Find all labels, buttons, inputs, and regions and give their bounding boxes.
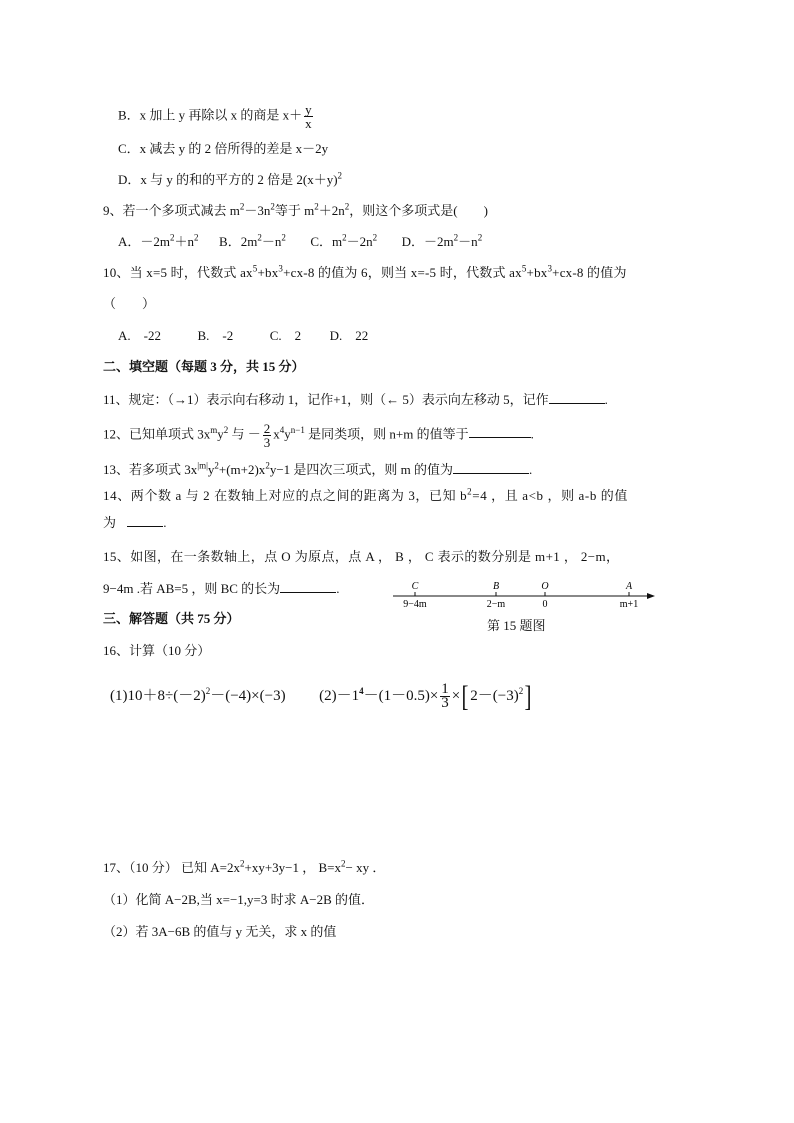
superscript: 2: [239, 201, 245, 212]
q10-stem-part: +bx: [257, 265, 279, 280]
superscript: 2: [223, 425, 229, 436]
number-line-point-value-a: m+1: [619, 599, 639, 610]
q8-option-c: C．x 减去 y 的 2 倍所得的差是 x－2y: [118, 141, 329, 156]
q9-option-a: [118, 234, 199, 249]
section-3-heading: 三、解答题（共 75 分）: [103, 611, 240, 626]
superscript: 2: [170, 232, 175, 243]
number-line-point-label-a: A: [625, 581, 633, 592]
q9-option-d-text: －n: [458, 234, 478, 249]
q16-expr2-text: 2－(−3): [470, 688, 519, 704]
fraction-numerator: 1: [441, 681, 449, 698]
superscript: 2: [281, 232, 286, 243]
q8-option-b: [118, 103, 315, 130]
superscript: 4: [279, 425, 285, 436]
q15-answer-blank[interactable]: [280, 580, 336, 593]
q10-stem-part: +bx: [526, 265, 548, 280]
superscript: 2: [257, 232, 262, 243]
superscript: 2: [518, 686, 524, 696]
superscript: 2: [467, 486, 473, 497]
q14-text: =4 ，且 a<b ，则 a-b 的值: [472, 488, 628, 503]
superscript: 2: [239, 858, 245, 869]
q17-text: − xy ．: [345, 860, 386, 875]
superscript: 2: [477, 232, 483, 243]
q12-answer-blank[interactable]: [469, 425, 531, 438]
q12-text: 与 －: [231, 426, 261, 442]
number-line-arrow-icon: [647, 593, 655, 599]
q10-stem-part: +cx-8 的值为 6，则当 x=-5 时，代数式 ax: [283, 265, 522, 280]
q12: [103, 422, 534, 449]
q16-expr2-text: －(1－0.5)×: [363, 688, 439, 704]
q14-line2: [103, 514, 167, 532]
q13-end: .: [529, 462, 533, 477]
superscript: 2: [265, 460, 270, 471]
fraction-denominator: x: [305, 116, 312, 131]
superscript: |m|: [197, 460, 208, 471]
superscript: 2: [214, 460, 219, 471]
superscript: 2: [194, 232, 199, 243]
superscript: n−1: [290, 425, 305, 436]
superscript: 2: [372, 232, 378, 243]
q14-text: 14、两个数 a 与 2 在数轴上对应的点之间的距离为 3，已知 b: [103, 488, 468, 503]
left-bracket: [: [461, 679, 469, 713]
fraction-denominator: 3: [441, 695, 449, 712]
q15-line2: [103, 580, 339, 598]
superscript: 2: [453, 232, 459, 243]
q9-option-a-text: A．－2m: [118, 234, 171, 249]
q13-answer-blank[interactable]: [453, 461, 529, 474]
q17-stem: [103, 859, 385, 877]
q11: [103, 391, 608, 409]
q16-expr1-text: －(−4)×(−3): [210, 688, 286, 704]
q13-text: 13、若多项式 3x: [103, 462, 198, 477]
number-line-point-value-o: 0: [542, 599, 548, 610]
number-line-point-label-c: C: [411, 581, 419, 592]
superscript: 2: [340, 858, 346, 869]
q16-title: 16、计算（10 分）: [103, 643, 211, 658]
q9-option-c-text: C．m: [310, 234, 343, 249]
q13-text: y: [207, 462, 215, 477]
q16-fraction: [440, 683, 450, 710]
fraction-numerator: 2: [263, 421, 271, 436]
number-line-point-value-b: 2−m: [486, 599, 506, 610]
q17-part-1: （1）化简 A−2B,当 x=−1,y=3 时求 A−2B 的值．: [103, 892, 375, 907]
q14-line1: [103, 487, 628, 505]
q14-end: .: [163, 515, 167, 530]
superscript: 2: [342, 232, 347, 243]
q13-text: y−1 是四次三项式，则 m 的值为: [269, 462, 454, 477]
q17-part-2: （2）若 3A−6B 的值与 y 无关，求 x 的值: [103, 924, 337, 939]
q9-option-a-text: ＋n: [174, 234, 195, 249]
q16-expr1: [110, 688, 286, 704]
superscript: 5: [521, 263, 527, 274]
q10-stem-part: +cx-8 的值为: [552, 265, 627, 280]
q10-stem: [103, 264, 627, 282]
q9-stem-part: 等于 m: [274, 203, 315, 218]
q9-stem-part: ，则这个多项式是( ): [349, 203, 488, 218]
q10-stem-part: 10、当 x=5 时，代数式 ax: [103, 265, 253, 280]
superscript: 2: [344, 201, 350, 212]
q15-end: .: [336, 581, 340, 596]
superscript: 3: [547, 263, 553, 274]
q12-text: x: [273, 426, 280, 442]
q8-option-b-text: B．x 加上 y 再除以 x 的商是 x＋: [118, 107, 303, 123]
q17-text: +xy+3y−1 ， B=x: [244, 860, 341, 875]
superscript: 5: [252, 263, 258, 274]
q10-answer-parens: （ ）: [103, 296, 156, 311]
q15-line1: 15、如图，在一条数轴上，点 O 为原点，点 A ， B ， C 表示的数分别是 m+1 ， 2−m，: [103, 549, 620, 564]
number-line-point-value-c: 9−4m: [403, 599, 427, 610]
q8-option-d: [118, 171, 342, 189]
q15-figure-caption: 第 15 题图: [487, 618, 546, 633]
q9-option-c: [310, 234, 377, 249]
q9-stem: [103, 202, 488, 220]
q10-option-a: A. -22: [118, 328, 161, 343]
q15-text: 9−4m .若 AB=5 ，则 BC 的长为: [103, 581, 281, 596]
superscript: 3: [278, 263, 284, 274]
q8-option-b-fraction: [304, 103, 313, 130]
q8-option-d-text: D．x 与 y 的和的平方的 2 倍是 2(x＋y): [118, 172, 338, 187]
q12-text: y: [284, 426, 291, 442]
q9-option-d: [402, 234, 483, 249]
q15-number-line-figure: [385, 576, 665, 612]
superscript: 4: [359, 686, 364, 696]
q12-fraction: [263, 422, 272, 449]
q10-option-d: D. 22: [329, 328, 369, 343]
q10-options: [118, 327, 368, 345]
q16-expr2: [319, 679, 533, 713]
q12-text: 是同类项，则 n+m 的值等于: [308, 426, 469, 442]
q11-answer-blank[interactable]: [549, 391, 605, 404]
q10-option-c: C. 2: [269, 328, 302, 343]
q16-expr1-text: (1)10＋8÷(－2): [110, 688, 206, 704]
q10-option-b: B. -2: [197, 328, 234, 343]
superscript: 2: [337, 170, 343, 181]
right-bracket: ]: [524, 679, 532, 713]
number-line-point-label-b: B: [492, 581, 500, 592]
q12-end: .: [530, 426, 534, 442]
q14-answer-blank[interactable]: [127, 514, 163, 527]
q12-text: 12、已知单项式 3x: [103, 426, 211, 442]
q14-text: 为: [103, 515, 117, 530]
q17-text: 17、（10 分） 已知 A=2x: [103, 860, 240, 875]
q13-text: +(m+2)x: [218, 462, 266, 477]
q11-end: .: [604, 392, 608, 407]
superscript: 2: [205, 686, 211, 696]
q9-stem-part: －3n: [244, 203, 271, 218]
superscript: 2: [314, 201, 319, 212]
number-line-point-label-o: O: [541, 581, 549, 592]
q9-option-b-text: －n: [261, 234, 282, 249]
q12-text: y: [217, 426, 224, 442]
q9-option-b-text: B．2m: [219, 234, 258, 249]
q9-stem-part: 9、若一个多项式减去 m: [103, 203, 240, 218]
q16-expr2-text: (2)－1: [319, 688, 360, 704]
q16-expressions: [110, 679, 533, 713]
fraction-numerator: y: [305, 102, 312, 117]
q9-option-d-text: D．－2m: [401, 234, 454, 249]
q9-option-b: [219, 234, 286, 249]
superscript: 2: [270, 201, 275, 212]
q9-option-c-text: －2n: [346, 234, 373, 249]
q9-options: [118, 233, 482, 251]
superscript: m: [210, 425, 218, 436]
q16-expr2-text: ×: [451, 688, 461, 704]
q11-text: 11、规定：（→1）表示向右移动 1，记作+1，则（← 5）表示向左移动 5，记作: [103, 392, 549, 407]
q13: [103, 461, 532, 479]
fraction-denominator: 3: [263, 435, 271, 450]
section-2-heading: 二、填空题（每题 3 分，共 15 分）: [103, 359, 305, 374]
q9-stem-part: ＋2n: [318, 203, 345, 218]
